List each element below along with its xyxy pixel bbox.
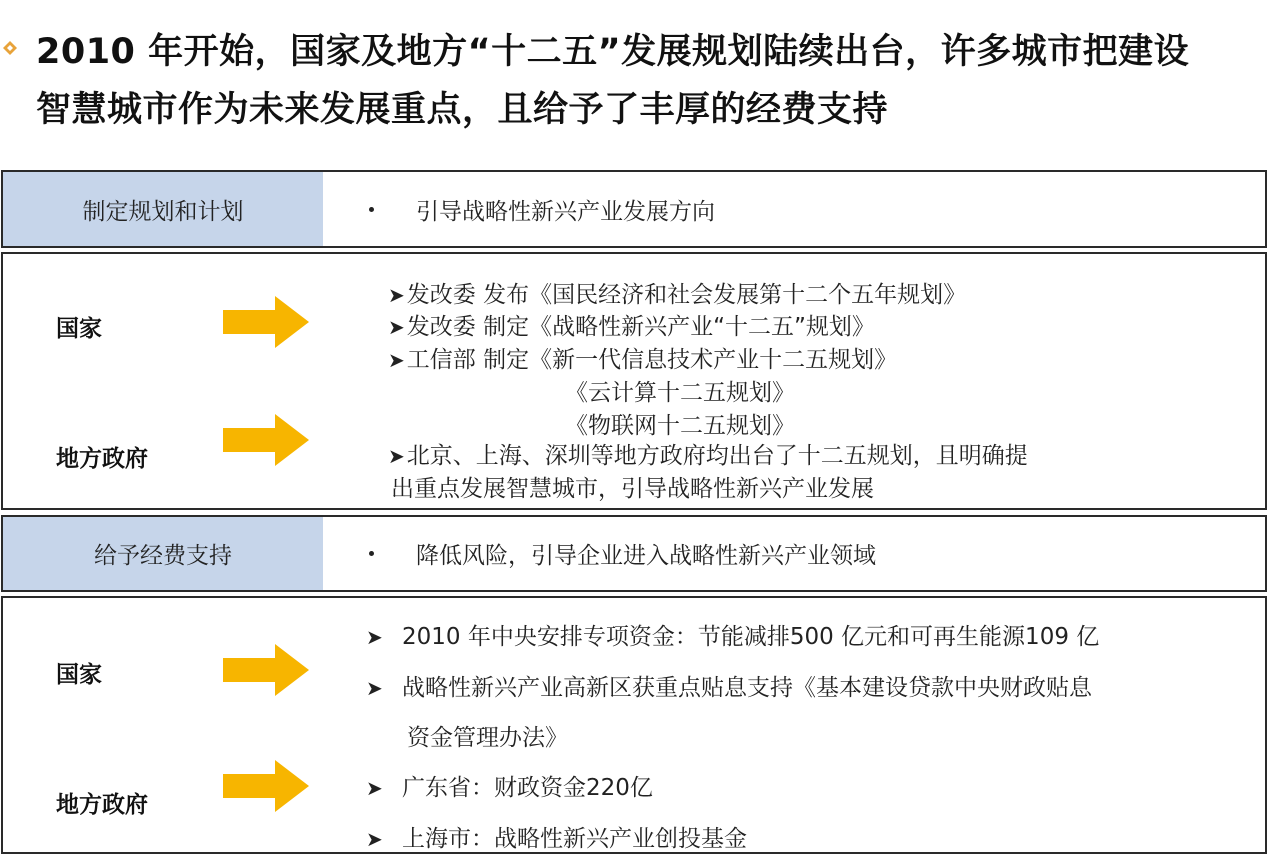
chevron-right-icon: ➤: [388, 444, 405, 468]
chevron-right-icon: ➤: [388, 315, 405, 339]
row-label-national: 国家: [56, 662, 102, 688]
title-line-1: 2010 年开始，国家及地方“十二五”发展规划陆续出台，许多城市把建设: [36, 32, 1190, 72]
title-line-2: 智慧城市作为未来发展重点，且给予了丰厚的经费支持: [36, 90, 889, 130]
list-item: 资金管理办法》: [407, 725, 568, 751]
bullet-dot-icon: [369, 551, 374, 556]
right-arrow-icon: [223, 644, 309, 696]
list-item: ➤北京、上海、深圳等地方政府均出台了十二五规划，且明确提: [388, 443, 1028, 469]
list-item: 出重点发展智慧城市，引导战略性新兴产业发展: [391, 476, 874, 502]
list-item: ➤工信部 制定《新一代信息技术产业十二五规划》: [388, 347, 898, 373]
list-item: ➤ 广东省：财政资金220亿: [366, 775, 653, 801]
bullet-dot-icon: [369, 207, 374, 212]
list-item: 《云计算十二五规划》: [565, 380, 795, 406]
chevron-right-icon: ➤: [366, 676, 383, 700]
section-planning-text: 引导战略性新兴产业发展方向: [416, 198, 715, 225]
section-planning-summary: [323, 172, 1265, 246]
section-planning-header: [1, 170, 1267, 248]
row-label-local: 地方政府: [56, 792, 148, 818]
section-funding-text: 降低风险，引导企业进入战略性新兴产业领域: [416, 543, 876, 569]
row-label-national: 国家: [56, 316, 102, 342]
chevron-right-icon: ➤: [388, 348, 405, 372]
right-arrow-icon: [223, 414, 309, 466]
right-arrow-icon: [223, 296, 309, 348]
list-item: ➤ 战略性新兴产业高新区获重点贴息支持《基本建设贷款中央财政贴息: [366, 675, 1092, 701]
funding-detail-block: [1, 596, 1267, 854]
section-funding-summary: [323, 517, 1265, 590]
list-item: ➤ 2010 年中央安排专项资金：节能减排500 亿元和可再生能源109 亿: [366, 624, 1100, 650]
section-planning-label: 制定规划和计划: [3, 172, 323, 246]
list-item: 《物联网十二五规划》: [565, 413, 795, 439]
diamond-bullet-icon: [2, 40, 18, 56]
section-funding-label: 给予经费支持: [3, 517, 323, 590]
list-item: ➤发改委 发布《国民经济和社会发展第十二个五年规划》: [388, 282, 967, 308]
row-label-local: 地方政府: [56, 446, 148, 472]
list-item: ➤发改委 制定《战略性新兴产业“十二五”规划》: [388, 314, 875, 340]
section-funding-header: [1, 515, 1267, 592]
list-item: ➤ 上海市：战略性新兴产业创投基金: [366, 826, 747, 852]
chevron-right-icon: ➤: [388, 283, 405, 307]
planning-detail-block: [1, 252, 1267, 510]
right-arrow-icon: [223, 760, 309, 812]
chevron-right-icon: ➤: [366, 827, 383, 851]
chevron-right-icon: ➤: [366, 776, 383, 800]
chevron-right-icon: ➤: [366, 625, 383, 649]
